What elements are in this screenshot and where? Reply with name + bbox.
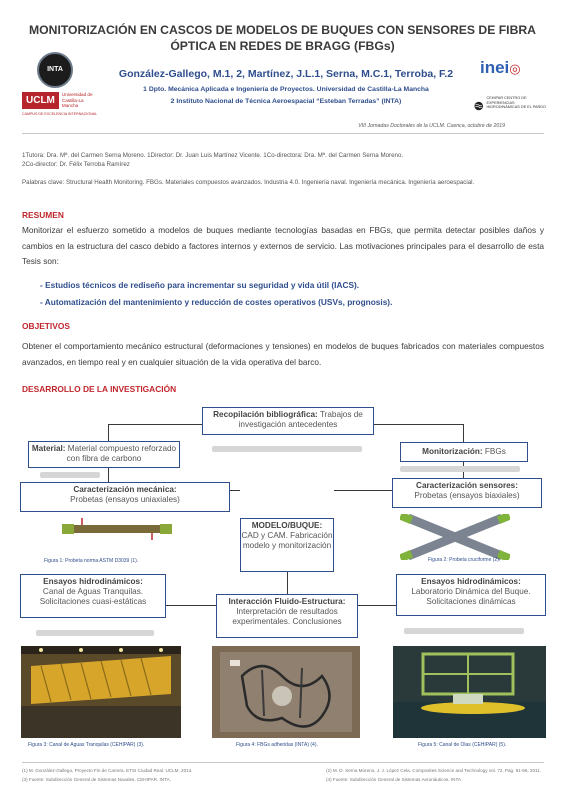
desarrollo-heading: DESARROLLO DE LA INVESTIGACIÓN [22, 384, 177, 394]
authors: González-Gallego, M.1, 2, Martínez, J.L.1, Serna, M.C.1, Terroba, F.2 [118, 68, 454, 80]
figure-2-caption: Figura 2: Probeta cruciforme (2). [428, 557, 501, 563]
footnote-left-1: (1) M. González-Gallego, Proyecto Fin de Carrera. ETSI Ciudad Real. UCLM. 2014. [22, 768, 193, 773]
box-caracterizacion-sensores [392, 478, 542, 508]
connector-hidro1-ife [164, 605, 218, 606]
cehipar-waves-icon [474, 96, 483, 116]
inei-swirl-icon: ◎ [509, 61, 521, 76]
connector-modelo-carsen [334, 490, 392, 491]
fbgs-adheridas-photo [212, 646, 360, 738]
jornadas-note: VIII Jornadas Doctorales de la UCLM. Cuenca, octubre de 2019 [358, 123, 505, 129]
box-ife-text: Interpretación de resultados experimentales. Conclusiones [232, 607, 342, 626]
box-material-title: Material: [31, 444, 66, 453]
connector-right-top [463, 424, 464, 442]
inta-logo [37, 52, 73, 88]
figure-5-caption: Figura 5: Canal de Olas (CEHIPAR) (5). [418, 742, 507, 748]
footnote-right-2: (4) Fuente: Subdirección General de Sistemas Aeronáuticos. INTA. [326, 777, 463, 782]
box-ensayos-hidro-2 [396, 574, 546, 616]
footnote-right-1: (2) M. D. Serna Moreno, J. J. López Cela. Composites Science and Technology vol. 72, Pag. 91-96, 2011. [326, 768, 542, 773]
blurred-line [400, 466, 520, 472]
box-material [28, 441, 180, 468]
box-monitorizacion-text: FBGs [482, 447, 506, 456]
uclm-logo [22, 92, 100, 130]
tutors-line-1: 1Tutora: Dra. Mª. del Carmen Serna Moreno. 1Director: Dr. Juan Luis Martínez Vicente. 1Co-directora: Dra. Mª. del Carmen Serna Moreno. [22, 152, 404, 159]
connector-carmec-modelo [230, 490, 240, 491]
box-modelo-buque [240, 518, 334, 572]
resumen-heading: RESUMEN [22, 210, 64, 220]
box-modelo-text: CAD y CAM. Fabricación modelo y monitorización [241, 531, 333, 550]
canal-aguas-tranquilas-photo [21, 646, 181, 738]
uclm-campus: CAMPUS DE EXCELENCIA INTERNACIONAL [22, 112, 98, 116]
figure-3-caption: Figura 3: Canal de Aguas Tranquilas (CEHIPAR) (3). [28, 742, 145, 748]
probeta-cruciforme-image [400, 514, 510, 560]
objetivos-heading: OBJETIVOS [22, 321, 70, 331]
blurred-line [36, 630, 154, 636]
box-carmec-text: Probetas (ensayos uniaxiales) [70, 495, 180, 504]
figure-4-caption: Figura 4: FBGs adheridas (INTA) (4). [236, 742, 318, 748]
poster-title: MONITORIZACIÓN EN CASCOS DE MODELOS DE BUQUES CON SENSORES DE FIBRA ÓPTICA EN REDES DE BRAGG (FBGs) [29, 23, 536, 53]
box-carsen-title: Caracterización sensores: [416, 481, 518, 490]
probeta-astm-image [62, 516, 172, 542]
connector-left-top [108, 424, 109, 442]
resumen-bullet-1: - Estudios técnicos de rediseño para incrementar su seguridad y vida útil (IACS). [40, 280, 360, 290]
box-hidro2-text: Laboratorio Dinámica del Buque. Solicitaciones dinámicas [411, 587, 531, 606]
box-modelo-title: MODELO/BUQUE: [251, 521, 323, 530]
inta-logo-text: INTA [47, 66, 63, 73]
affiliation-2: 2 Instituto Nacional de Técnica Aeroespacial “Esteban Terradas” (INTA) [170, 98, 402, 105]
footer-divider [22, 762, 544, 763]
box-ife-title: Interacción Fluido-Estructura: [228, 597, 346, 606]
resumen-bullet-2: - Automatización del mantenimiento y reducción de costes operativos (USVs, prognosis). [40, 297, 393, 307]
cehipar-logo [474, 96, 548, 116]
box-ensayos-hidro-1 [20, 574, 166, 618]
footnote-left-2: (3) Fuente: Subdirección General de Sistemas Navales, CEHIPAR. INTA. [22, 777, 171, 782]
connector-modelo-ife [287, 572, 288, 594]
box-monitorizacion-title: Monitorización: [422, 447, 483, 456]
box-recopilacion [202, 407, 374, 435]
box-interaccion-fluido-estructura [216, 594, 358, 638]
tutors-line-2: 2Co-director: Dr. Félix Terroba Ramírez [22, 161, 130, 168]
inei-logo-text: inei [480, 58, 510, 77]
box-carsen-text: Probetas (ensayos biaxiales) [414, 491, 520, 500]
box-caracterizacion-mecanica [20, 482, 230, 512]
box-monitorizacion [400, 442, 528, 462]
inei-logo [480, 58, 521, 78]
header-divider [22, 133, 544, 134]
box-carmec-title: Caracterización mecánica: [73, 485, 177, 494]
cehipar-text: CEHIPAR CENTRO DE EXPERIENCIAS HIDRODINÁMICAS DE EL PARDO [486, 96, 546, 110]
box-recopilacion-text: Trabajos de investigación antecedentes [238, 410, 363, 429]
blurred-line [40, 472, 100, 478]
figure-1-caption: Figura 1: Probeta norma ASTM D3039 (1). [44, 558, 139, 564]
connector-left-mid [108, 468, 109, 482]
canal-de-olas-photo [393, 646, 546, 738]
box-hidro1-text: Canal de Aguas Tranquilas. Solicitaciones cuasi-estáticas [39, 587, 147, 606]
uclm-logo-mark: UCLM [22, 92, 59, 109]
resumen-text: Monitorizar el esfuerzo sometido a modelos de buques mediante tecnologías basadas en FBGs, que permita detectar posibles daños y cambios en la estructura del casco debido a factores internos y externos de servicio. Las motivaciones principales para el desarrollo de esta Tesis son: [22, 225, 544, 267]
box-recopilacion-title: Recopilación bibliográfica: [213, 410, 318, 419]
uclm-logo-sub: Universidad de Castilla-La Mancha [61, 92, 93, 109]
affiliation-1: 1 Dpto. Mecánica Aplicada e Ingeniería de Proyectos. Universidad de Castilla-La Mancha [143, 86, 429, 93]
connector-ife-hidro2 [357, 605, 397, 606]
blurred-line [404, 628, 524, 634]
objetivos-text: Obtener el comportamiento mecánico estructural (deformaciones y tensiones) en modelos de buques fabricados con materiales compuestos avanzados, en tiempo real y en cualquier situación de la vida operativa del barco. [22, 341, 544, 367]
keywords: Palabras clave: Structural Health Monitoring. FBGs. Materiales compuestos avanzados. Industria 4.0. Ingeniería naval. Ingeniería mecánica. Ingeniería aeroespacial. [22, 179, 475, 186]
box-material-text: Material compuesto reforzado con fibra de carbono [65, 444, 177, 463]
box-hidro1-title: Ensayos hidrodinámicos: [43, 577, 143, 586]
box-hidro2-title: Ensayos hidrodinámicos: [421, 577, 521, 586]
blurred-line [212, 446, 362, 452]
